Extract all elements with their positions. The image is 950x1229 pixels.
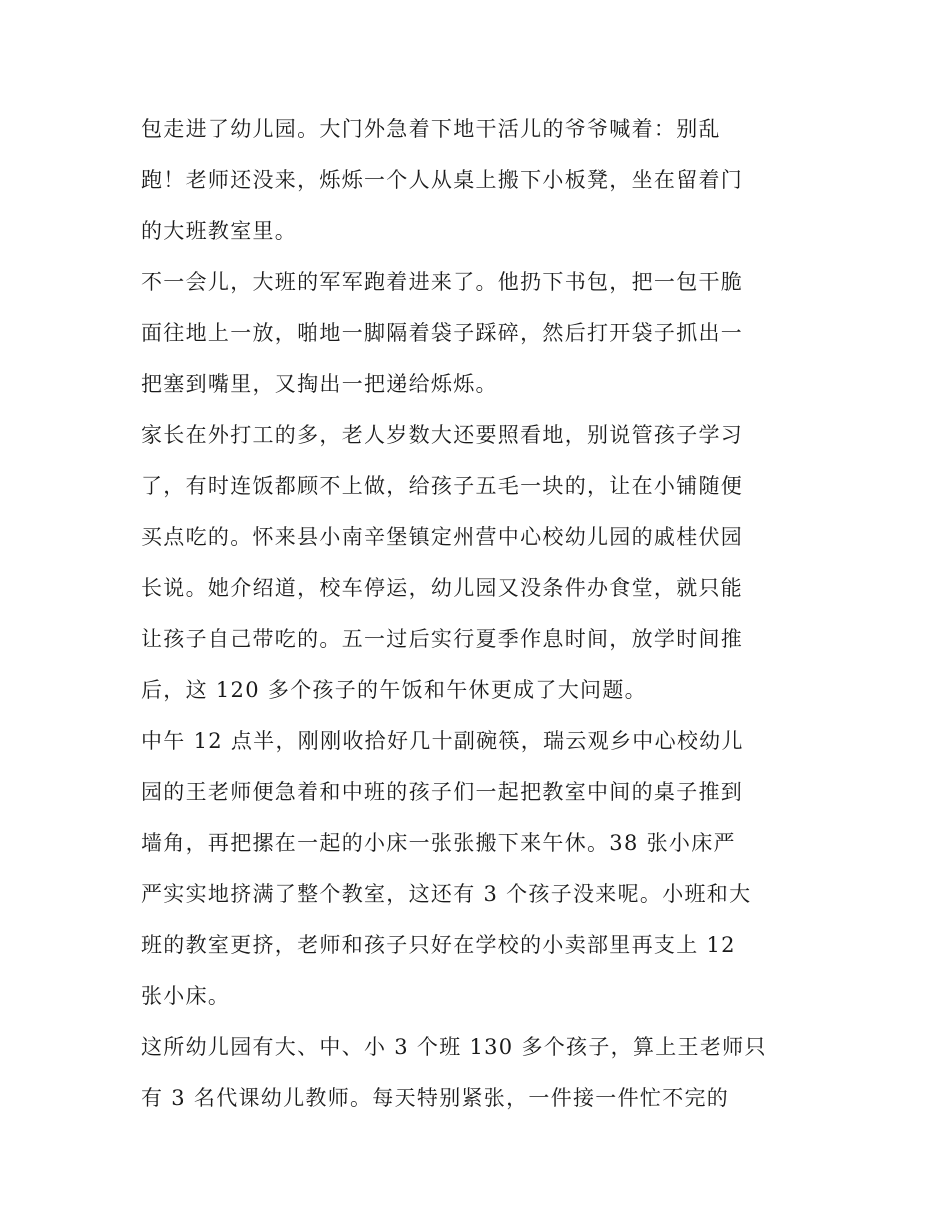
text-line: 有 3 名代课幼儿教师。每天特别紧张，一件接一件忙不完的 xyxy=(141,1086,730,1110)
text-line: 跑！老师还没来，烁烁一个人从桌上搬下小板凳，坐在留着门 xyxy=(141,168,744,192)
text-line: 了，有时连饭都顾不上做，给孩子五毛一块的，让在小铺随便 xyxy=(141,474,744,498)
paragraph-1 xyxy=(141,104,813,257)
paragraph-5 xyxy=(141,1022,813,1124)
text-line: 把塞到嘴里，又掏出一把递给烁烁。 xyxy=(141,372,498,396)
text-line: 买点吃的。怀来县小南辛堡镇定州营中心校幼儿园的戚桂伏园 xyxy=(141,525,744,549)
text-line: 的大班教室里。 xyxy=(141,219,298,243)
text-line: 家长在外打工的多，老人岁数大还要照看地，别说管孩子学习 xyxy=(141,423,744,447)
paragraph-3 xyxy=(141,410,813,716)
paragraph-2 xyxy=(141,257,813,410)
text-line: 让孩子自己带吃的。五一过后实行夏季作息时间，放学时间推 xyxy=(141,627,744,651)
text-line: 班的教室更挤，老师和孩子只好在学校的小卖部里再支上 12 xyxy=(141,933,736,957)
text-line: 后，这 120 多个孩子的午饭和午休更成了大问题。 xyxy=(141,678,647,702)
document-body xyxy=(141,104,813,1124)
text-line: 不一会儿，大班的军军跑着进来了。他扔下书包，把一包干脆 xyxy=(141,270,744,294)
text-line: 包走进了幼儿园。大门外急着下地干活儿的爷爷喊着：别乱 xyxy=(141,117,721,141)
text-line: 中午 12 点半，刚刚收拾好几十副碗筷，瑞云观乡中心校幼儿 xyxy=(141,729,744,753)
text-line: 墙角，再把摞在一起的小床一张张搬下来午休。38 张小床严 xyxy=(141,831,736,855)
text-line: 园的王老师便急着和中班的孩子们一起把教室中间的桌子推到 xyxy=(141,780,744,804)
text-line: 面往地上一放，啪地一脚隔着袋子踩碎，然后打开袋子抓出一 xyxy=(141,321,744,345)
text-line: 严实实地挤满了整个教室，这还有 3 个孩子没来呢。小班和大 xyxy=(141,882,752,906)
paragraph-4 xyxy=(141,716,813,1022)
text-line: 张小床。 xyxy=(141,984,231,1008)
text-line: 这所幼儿园有大、中、小 3 个班 130 多个孩子，算上王老师只 xyxy=(141,1035,767,1059)
text-line: 长说。她介绍道，校车停运，幼儿园又没条件办食堂，就只能 xyxy=(141,576,744,600)
